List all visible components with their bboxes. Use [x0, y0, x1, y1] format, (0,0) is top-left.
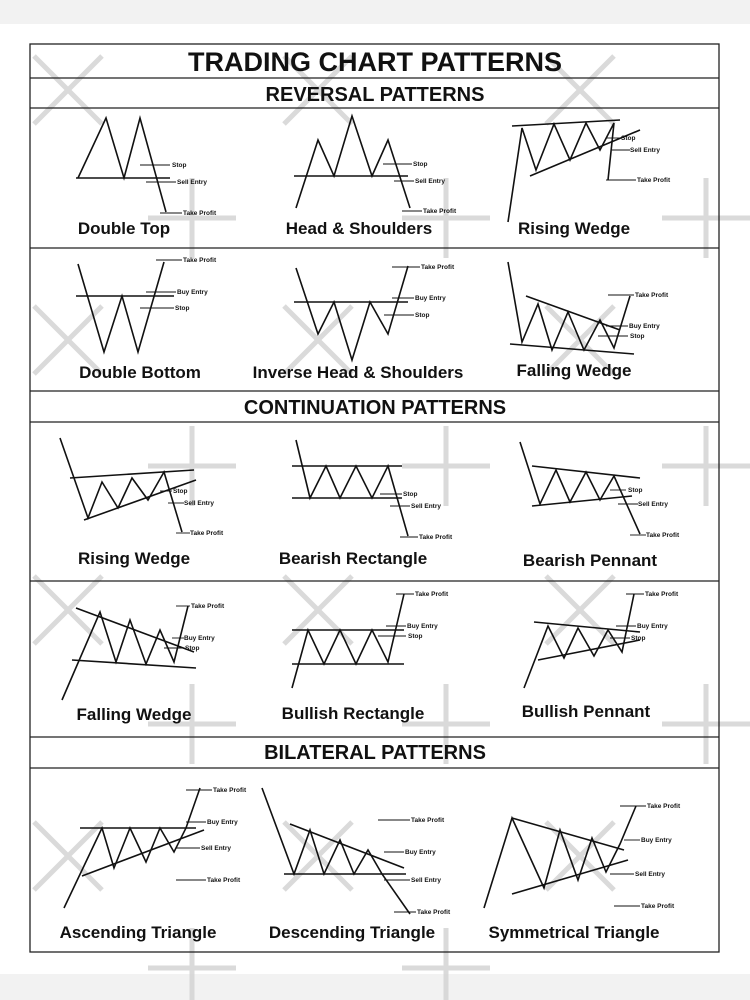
level-label-take-profit: Take Profit — [411, 817, 445, 824]
level-label-take-profit: Take Profit — [417, 909, 451, 916]
level-label-sell-entry: Sell Entry — [411, 503, 441, 510]
level-label-buy-entry: Buy Entry — [629, 323, 660, 330]
pattern-label: Double Top — [77, 219, 171, 238]
level-label-sell-entry: Sell Entry — [411, 877, 441, 884]
level-label-take-profit: Take Profit — [183, 257, 217, 264]
level-label-stop: Stop — [413, 161, 428, 168]
level-label-stop: Stop — [185, 645, 200, 652]
level-label-take-profit: Take Profit — [213, 787, 247, 794]
level-label-stop: Stop — [175, 305, 190, 312]
poster-title: TRADING CHART PATTERNS — [188, 47, 562, 77]
level-label-take-profit: Take Profit — [421, 264, 455, 271]
level-label-buy-entry: Buy Entry — [184, 635, 215, 642]
level-label-take-profit: Take Profit — [635, 292, 669, 299]
level-label-stop: Stop — [173, 488, 188, 495]
level-label-take-profit: Take Profit — [419, 534, 453, 541]
level-label-stop: Stop — [631, 635, 646, 642]
level-label-take-profit: Take Profit — [423, 208, 457, 215]
level-label-take-profit: Take Profit — [637, 177, 671, 184]
level-label-stop: Stop — [172, 162, 187, 169]
level-label-sell-entry: Sell Entry — [415, 178, 445, 185]
level-label-sell-entry: Sell Entry — [177, 179, 207, 186]
pattern-label: Descending Triangle — [268, 923, 436, 942]
pattern-label: Double Bottom — [79, 363, 201, 382]
level-label-stop: Stop — [403, 491, 418, 498]
pattern-label: Bearish Pennant — [522, 551, 658, 570]
level-label-take-profit: Take Profit — [641, 903, 675, 910]
level-label-buy-entry: Buy Entry — [177, 289, 208, 296]
level-label-buy-entry: Buy Entry — [637, 623, 668, 630]
section-heading: REVERSAL PATTERNS — [265, 84, 485, 106]
level-label-stop: Stop — [628, 487, 643, 494]
level-label-buy-entry: Buy Entry — [405, 849, 436, 856]
pattern-label: Falling Wedge — [76, 705, 192, 724]
level-label-stop: Stop — [415, 312, 430, 319]
level-label-sell-entry: Sell Entry — [638, 501, 668, 508]
level-label-sell-entry: Sell Entry — [635, 871, 665, 878]
pattern-label: Bullish Rectangle — [281, 704, 425, 723]
level-label-take-profit: Take Profit — [646, 532, 680, 539]
level-label-stop: Stop — [408, 633, 423, 640]
pattern-label: Rising Wedge — [517, 219, 631, 238]
level-label-take-profit: Take Profit — [207, 877, 241, 884]
level-label-buy-entry: Buy Entry — [415, 295, 446, 302]
level-label-sell-entry: Sell Entry — [630, 147, 660, 154]
section-heading: CONTINUATION PATTERNS — [243, 397, 507, 419]
pattern-label: Head & Shoulders — [285, 219, 433, 238]
pattern-label: Rising Wedge — [77, 549, 191, 568]
level-label-stop: Stop — [630, 333, 645, 340]
pattern-label: Inverse Head & Shoulders — [252, 363, 464, 382]
level-label-buy-entry: Buy Entry — [207, 819, 238, 826]
level-label-sell-entry: Sell Entry — [201, 845, 231, 852]
section-heading: BILATERAL PATTERNS — [264, 742, 486, 764]
pattern-label: Bullish Pennant — [521, 702, 651, 721]
level-label-take-profit: Take Profit — [191, 603, 225, 610]
level-label-take-profit: Take Profit — [415, 591, 449, 598]
level-label-take-profit: Take Profit — [645, 591, 679, 598]
pattern-label: Symmetrical Triangle — [488, 923, 660, 942]
pattern-label: Falling Wedge — [516, 361, 632, 380]
level-label-take-profit: Take Profit — [190, 530, 224, 537]
pattern-label: Bearish Rectangle — [278, 549, 428, 568]
pattern-label: Ascending Triangle — [59, 923, 217, 942]
level-label-stop: Stop — [621, 135, 636, 142]
level-label-buy-entry: Buy Entry — [407, 623, 438, 630]
level-label-take-profit: Take Profit — [647, 803, 681, 810]
level-label-take-profit: Take Profit — [183, 210, 217, 217]
level-label-buy-entry: Buy Entry — [641, 837, 672, 844]
level-label-sell-entry: Sell Entry — [184, 500, 214, 507]
